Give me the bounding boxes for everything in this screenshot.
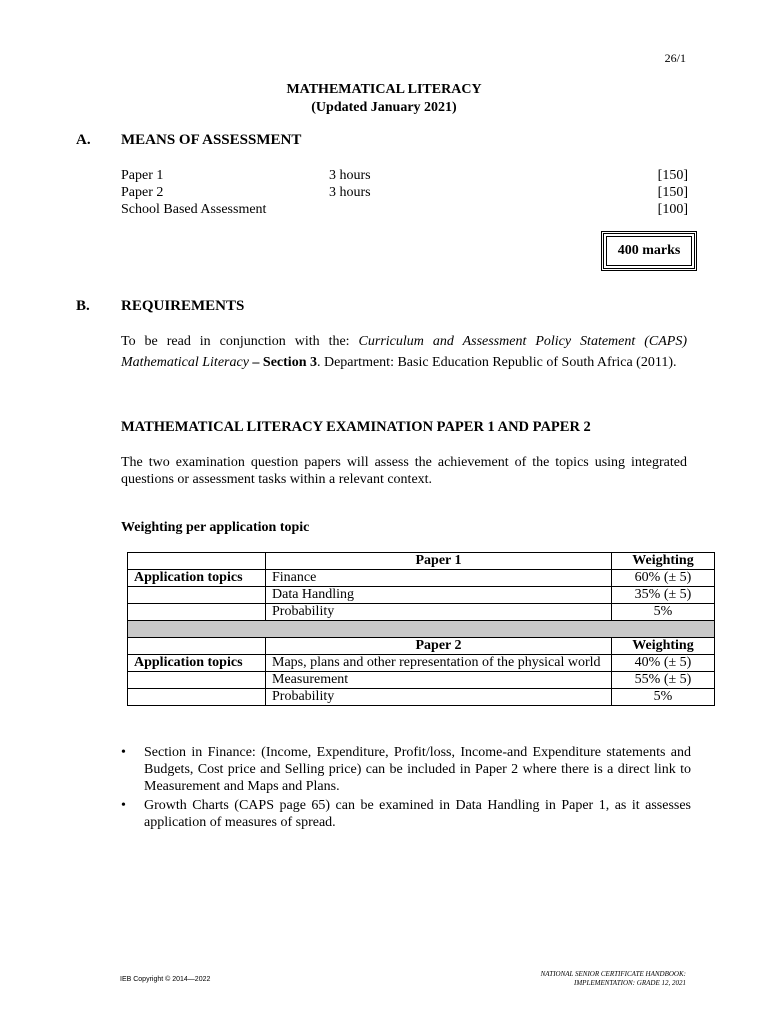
document-title — [0, 81, 768, 117]
weighting-header: Weighting — [612, 553, 715, 570]
section-b-title: REQUIREMENTS — [121, 298, 245, 314]
notes-list — [121, 744, 691, 833]
topic-cell: Maps, plans and other representation of the physical world — [266, 655, 612, 672]
weight-cell: 60% (± 5) — [612, 570, 715, 587]
topic-cell: Probability — [266, 689, 612, 706]
table-separator-row — [128, 621, 715, 638]
exam-heading: MATHEMATICAL LITERACY EXAMINATION PAPER 1 AND PAPER 2 — [121, 419, 591, 435]
intro-suffix: . Department: Basic Education Republic of South Africa (2011). — [316, 355, 677, 370]
footer-line-2: IMPLEMENTATION: GRADE 12, 2021 — [574, 979, 686, 987]
topic-cell: Probability — [266, 604, 612, 621]
assessment-label: Paper 2 — [121, 185, 164, 200]
topic-cell: Data Handling — [266, 587, 612, 604]
assessment-marks: [150] — [657, 185, 688, 200]
table-row — [128, 672, 715, 689]
footer-handbook — [541, 970, 686, 988]
assessment-marks: [100] — [657, 202, 688, 217]
bullet-icon: • — [121, 745, 126, 760]
bullet-text: Section in Finance: (Income, Expenditure, Profit/loss, Income-and Expenditure statements and Budgets, Cost price and Selling price) can be included in Paper 2 where there is a direct link to Measurement and Maps and Plans. — [144, 745, 691, 794]
assessment-row — [121, 167, 688, 184]
paper1-header: Paper 1 — [266, 553, 612, 570]
section-a-letter: A. — [76, 132, 91, 148]
table-row — [128, 655, 715, 672]
weighting-header: Weighting — [612, 638, 715, 655]
bullet-text: Growth Charts (CAPS page 65) can be examined in Data Handling in Paper 1, as it assesses application of measures of spread. — [144, 798, 691, 830]
intro-section: Section 3 — [262, 355, 317, 370]
intro-prefix: To be read in conjunction with the: — [121, 334, 359, 349]
footer-line-1: NATIONAL SENIOR CERTIFICATE HANDBOOK: — [540, 970, 686, 978]
topic-cell: Measurement — [266, 672, 612, 689]
paper2-header: Paper 2 — [266, 638, 612, 655]
topic-cell: Finance — [266, 570, 612, 587]
table-row — [128, 553, 715, 570]
bullet-icon: • — [121, 798, 126, 813]
application-topics-label: Application topics — [128, 655, 266, 672]
table-row — [128, 587, 715, 604]
weighting-table — [127, 552, 715, 706]
weight-cell: 5% — [612, 689, 715, 706]
section-a-title: MEANS OF ASSESSMENT — [121, 132, 302, 148]
assessment-duration: 3 hours — [329, 168, 371, 183]
total-marks-box — [601, 231, 697, 271]
assessment-row — [121, 201, 688, 218]
assessment-row — [121, 184, 688, 201]
assessment-marks: [150] — [657, 168, 688, 183]
weight-cell: 5% — [612, 604, 715, 621]
footer-copyright: IEB Copyright © 2014—2022 — [120, 976, 211, 983]
exam-paragraph: The two examination question papers will assess the achievement of the topics using integrated questions or assessment tasks within a relevant context. — [121, 455, 687, 487]
intro-dash: – — [248, 355, 263, 370]
list-item — [121, 744, 691, 795]
table-row — [128, 638, 715, 655]
application-topics-label: Application topics — [128, 570, 266, 587]
requirements-intro — [121, 331, 687, 373]
table-row — [128, 689, 715, 706]
table-row — [128, 604, 715, 621]
assessment-label: School Based Assessment — [121, 202, 267, 217]
weight-cell: 55% (± 5) — [612, 672, 715, 689]
list-item — [121, 797, 691, 831]
intro-caps-title: Curriculum and Assessment Policy Statement (CAPS) Mathematical Literacy — [121, 334, 687, 370]
weight-cell: 40% (± 5) — [612, 655, 715, 672]
weight-cell: 35% (± 5) — [612, 587, 715, 604]
assessment-duration: 3 hours — [329, 185, 371, 200]
section-b-letter: B. — [76, 298, 90, 314]
page-number: 26/1 — [664, 51, 686, 65]
weighting-heading: Weighting per application topic — [121, 520, 310, 535]
table-row — [128, 570, 715, 587]
total-marks: 400 marks — [606, 236, 692, 266]
assessment-label: Paper 1 — [121, 168, 164, 183]
title-line-2: (Updated January 2021) — [311, 100, 457, 115]
title-line-1: MATHEMATICAL LITERACY — [286, 82, 482, 97]
